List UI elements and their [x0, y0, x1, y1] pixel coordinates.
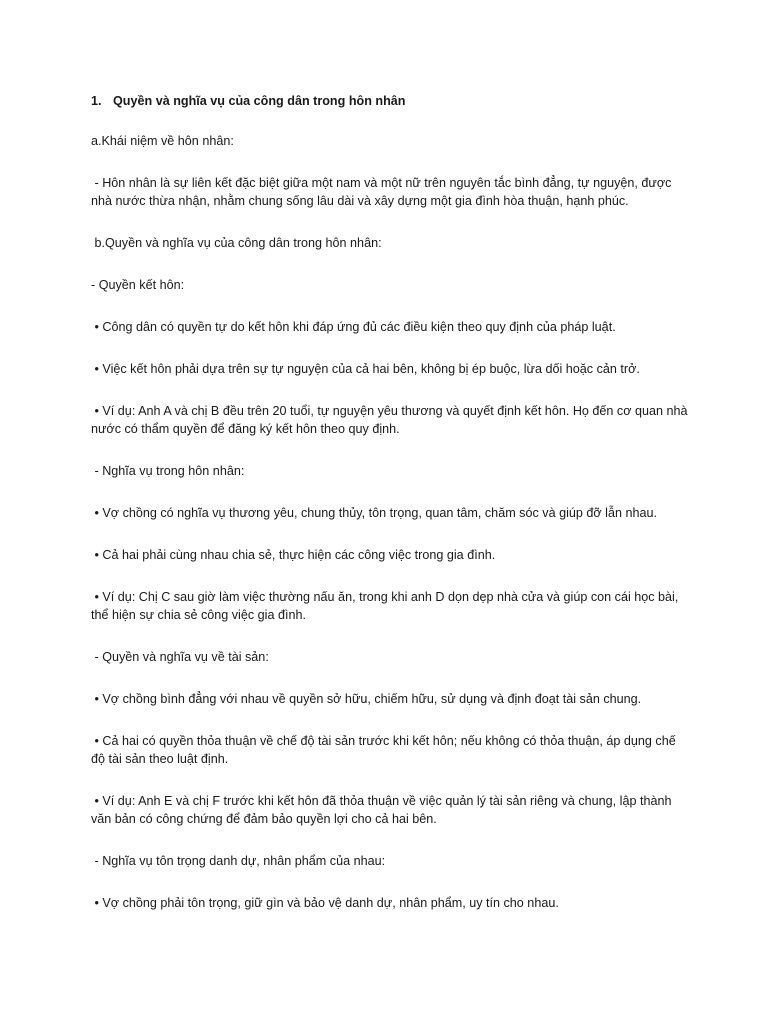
- bullet-item: • Cả hai có quyền thỏa thuận về chế độ tài sản trước khi kết hôn; nếu không có thỏa thuận, áp dụng chế độ tài sản theo luật định.: [91, 734, 680, 766]
- bullet-item: • Vợ chồng phải tôn trọng, giữ gìn và bảo vệ danh dự, nhân phẩm, uy tín cho nhau.: [91, 896, 559, 910]
- section-heading: [91, 92, 691, 110]
- bullet-item: • Việc kết hôn phải dựa trên sự tự nguyện của cả hai bên, không bị ép buộc, lừa dối hoặc cản trở.: [91, 362, 640, 376]
- subheading-concept: a.Khái niệm về hôn nhân:: [91, 134, 234, 148]
- bullet-item: • Vợ chồng bình đẳng với nhau về quyền sở hữu, chiếm hữu, sử dụng và định đoạt tài sản chung.: [91, 692, 642, 706]
- item-marriage-duties: - Nghĩa vụ trong hôn nhân:: [91, 464, 245, 478]
- bullet-example: • Ví dụ: Chị C sau giờ làm việc thường nấu ăn, trong khi anh D dọn dẹp nhà cửa và giúp con cái học bài, thể hiện sự chia sẻ công việc gia đình.: [91, 590, 682, 622]
- heading-number: 1.: [91, 94, 102, 108]
- item-marriage-right: - Quyền kết hôn:: [91, 278, 185, 292]
- heading-text: Quyền và nghĩa vụ của công dân trong hôn nhân: [113, 94, 406, 108]
- document-body: [91, 92, 691, 936]
- item-dignity-duty: - Nghĩa vụ tôn trọng danh dự, nhân phẩm của nhau:: [91, 854, 386, 868]
- bullet-item: • Cả hai phải cùng nhau chia sẻ, thực hiện các công việc trong gia đình.: [91, 548, 496, 562]
- bullet-item: • Công dân có quyền tự do kết hôn khi đáp ứng đủ các điều kiện theo quy định của pháp luật.: [91, 320, 616, 334]
- subheading-rights-duties: b.Quyền và nghĩa vụ của công dân trong hôn nhân:: [91, 236, 382, 250]
- bullet-example: • Ví dụ: Anh E và chị F trước khi kết hôn đã thỏa thuận về việc quản lý tài sản riêng và chung, lập thành văn bản có công chứng để đảm bảo quyền lợi cho cả hai bên.: [91, 794, 675, 826]
- bullet-item: • Vợ chồng có nghĩa vụ thương yêu, chung thủy, tôn trọng, quan tâm, chăm sóc và giúp đỡ lẫn nhau.: [91, 506, 657, 520]
- bullet-example: • Ví dụ: Anh A và chị B đều trên 20 tuổi, tự nguyện yêu thương và quyết định kết hôn. Họ đến cơ quan nhà nước có thẩm quyền để đăng ký kết hôn theo quy định.: [91, 404, 692, 436]
- item-property-rights: - Quyền và nghĩa vụ về tài sản:: [91, 650, 269, 664]
- paragraph-definition: - Hôn nhân là sự liên kết đặc biệt giữa một nam và một nữ trên nguyên tắc bình đẳng, tự nguyện, được nhà nước thừa nhận, nhằm chung sống lâu dài và xây dựng một gia đình hòa thuận, hạnh phúc.: [91, 176, 675, 208]
